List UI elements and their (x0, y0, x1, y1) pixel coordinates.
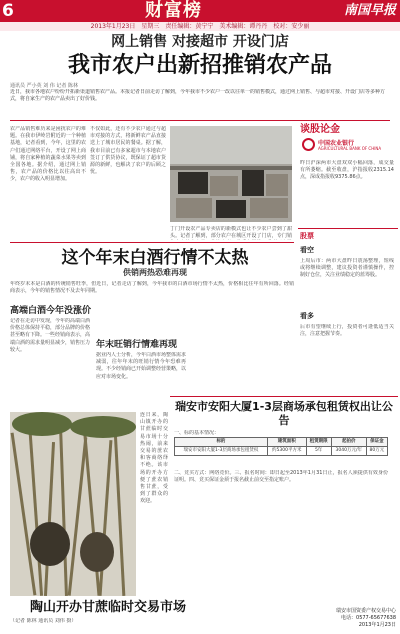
ad-date: 2013年1月23日 (358, 622, 396, 628)
sidebar-section-stocks: 股票 (300, 232, 314, 240)
story1-kicker: 网上销售 对接超市 开设门店 (111, 34, 289, 50)
ad-col-header: 标的 (175, 438, 268, 447)
sidebar-market-note: 上周后市：两市大盘昨日震荡整理，短线或将继续调整，建议投资者谨慎操作，控制好仓位，关注业绩稳定的蓝筹股。 (300, 258, 394, 279)
ad-phone: 电话：0577-65677638 (341, 615, 396, 621)
story4-caption: 连日来，陶山镇开办的甘蔗临时交易市场十分热闹，前来交易的蔗农和客商络绎不绝。该市场的开办方便了蔗农销售甘蔗，受到了群众的欢迎。 (140, 412, 168, 505)
ad-signoff (300, 608, 396, 629)
story1-headline[interactable]: 我市农户出新招推销农产品 (67, 53, 332, 78)
newspaper-brand: 南国早报 (343, 3, 396, 18)
sidebar-section-bull: 看多 (300, 312, 314, 320)
table-row (175, 447, 388, 456)
sidebar-bull-note: 后市有望继续上行，投资者可逢低适当关注，注意把握节奏。 (300, 324, 394, 338)
sugarcane-photo (10, 412, 136, 596)
divider (170, 396, 398, 397)
story2-headline[interactable]: 这个年末白酒行情不太热 (61, 248, 249, 268)
ad-table (174, 437, 388, 456)
ad-cell: 80万元 (366, 447, 387, 456)
bank-name-en: AGRICULTURAL BANK OF CHINA (318, 146, 382, 151)
story2-subhead: 供销两热恐难再现 (123, 268, 187, 277)
ad-signoff-name: 瑞安市国资委产权交易中心 (335, 608, 396, 614)
story1-col3: 丁门开设农产品专卖店的新模式也让不少农户尝到了甜头。记者了解到，部分农户在城区开设了门店，专门销 (170, 226, 292, 240)
story2-body: 年终岁末本是白酒的传统销售旺季，但近日，记者走访了解到，今年我市的白酒市场行情不太热，价格相比往年有所回落。经销商表示，今年的销售情况不及去年同期。 (10, 281, 294, 295)
ad-col-header: 保证金 (366, 438, 387, 447)
story1-photo (170, 126, 292, 222)
page-number: 6 (2, 1, 14, 21)
divider (298, 228, 398, 229)
sidebar-section-bear: 看空 (300, 246, 314, 254)
page-header (0, 0, 400, 22)
story1-col2: 不仅如此，还有不少农户通过与超市对接的方式，将新鲜农产品直接送上了城市居民的餐桌。据了解，我市目前已有多家超市与本地农户签订了供货协议，既保证了超市货源的新鲜，也解决了农户的后顾之忧。 (90, 126, 166, 176)
ad-col-header: 租赁期限 (306, 438, 331, 447)
ad-notes: 二、竞买方式：网络竞价。三、报名时间：即日起至2013年1月31日止，报名人须提供有效身份证明。四、竞买保证金须于报名截止前交至指定账户。 (174, 470, 388, 484)
ad-cell: 5年 (306, 447, 331, 456)
ad-cell: 约5300平方米 (267, 447, 306, 456)
ad-intro: 一、标的基本情况： (174, 430, 220, 436)
story1-lead: 近日，我市各地农户纷纷开拓新渠道销售农产品。本报记者日前走访了解到，今年我市不少农户一改以往单一的销售模式，通过网上销售、与超市对接、开设门店等多种方式，将自家生产的农产品卖出了好价钱。 (10, 89, 386, 102)
section-title: 财富榜 (145, 0, 202, 21)
ad-col-header: 起拍价 (331, 438, 366, 447)
sidebar-brief: 昨日沪深两市大盘双双小幅回落，成交量有所萎缩。截至收盘，沪指报收2315.14点，深成指报收9375.86点。 (300, 160, 394, 181)
ad-cell: 瑞安市安阳大厦1-3层商场承包租赁权 (175, 447, 268, 456)
ad-headline[interactable]: 瑞安市安阳大厦1-3层商场承包租赁权出让公告 (175, 400, 393, 427)
bank-name: 中国农业银行 (318, 140, 355, 147)
story1-byline: 通讯员 严小英 刘 伟 记者 陈林 (10, 83, 78, 89)
ad-col-header: 建筑面积 (267, 438, 306, 447)
bank-logo-icon (302, 138, 315, 151)
story3-heading1: 高端白酒今年没涨价 (10, 306, 92, 316)
story4-headline[interactable]: 陶山开办甘蔗临时交易市场 (30, 600, 187, 615)
page-subline: 2013年1月23日 星期三 责任编辑：黄宁宁 美术编辑：谭丹丹 校对：安少丽 (0, 22, 400, 31)
story3-body1: 记者在走访中发现，今年的高端白酒价格总体保持平稳，部分品牌的价格甚至略有下降。一些经销商表示，高端白酒的需求量明显减少，销售压力较大。 (10, 318, 90, 353)
divider (10, 120, 390, 121)
story3-body2: 据业内人士分析，今年白酒市场整体需求减弱，往年年末的旺销行情今年恐难再现。不少经销商已开始调整经营策略，以应对市场变化。 (96, 352, 186, 380)
ad-cell: 3040万元/年 (331, 447, 366, 456)
story3-heading2: 年末旺销行情难再现 (96, 340, 178, 350)
story1-col1: 农产品销售难历来是困扰农户的难题。在我市伊岭岩附近的一个种植基地，记者看到，今年，这里的农户们通过网络平台，开设了网上商铺，将自家种植的蔬菜水果等卖到全国各地。据介绍，通过网上销售，农产品的价格比以往高出不少，农户的收入明显增加。 (10, 126, 86, 183)
divider (10, 242, 294, 243)
sidebar-tag: 谈股论金 (300, 124, 340, 135)
story4-credit: （记者 陈林 通讯员 刘伟 摄） (10, 618, 77, 624)
